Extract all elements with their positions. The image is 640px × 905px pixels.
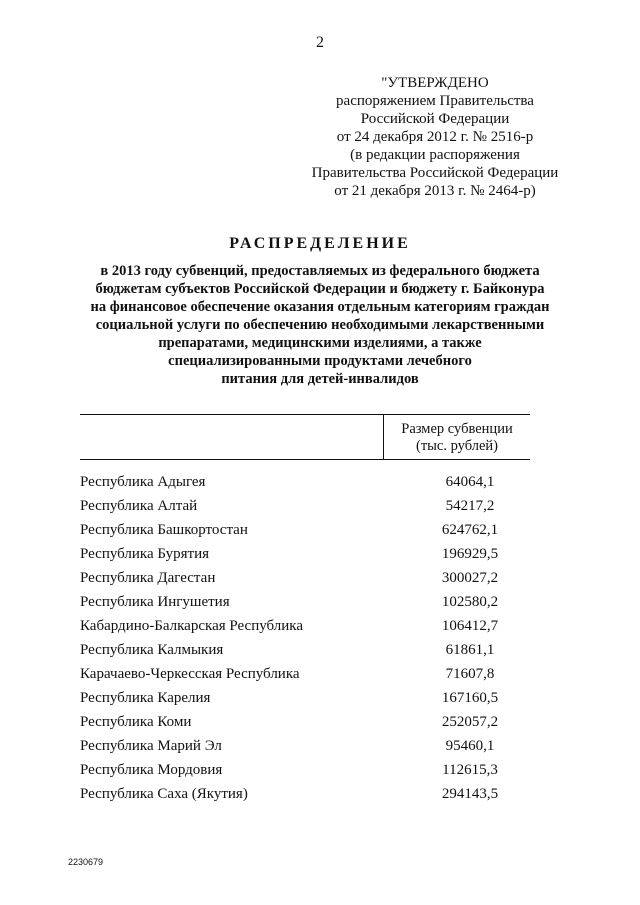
subtitle-line: специализированными продуктами лечебного: [168, 353, 472, 369]
subvention-value: 71607,8: [445, 665, 495, 682]
table-row: [80, 470, 530, 494]
subvention-value: 95460,1: [445, 737, 495, 754]
subvention-value: 54217,2: [445, 497, 495, 514]
subtitle-line: социальной услуги по обеспечению необходимыми лекарственными: [95, 317, 545, 333]
subvention-value: 112615,3: [442, 761, 498, 778]
approval-block: [300, 74, 570, 200]
region-name: Республика Саха (Якутия): [80, 785, 248, 802]
region-name: Республика Марий Эл: [80, 737, 222, 754]
table-row: [80, 662, 530, 686]
column-header-line: Размер субвенции: [401, 421, 513, 437]
subvention-value: 61861,1: [445, 641, 495, 658]
table-top-rule: [80, 414, 530, 415]
region-name: Республика Башкортостан: [80, 521, 248, 538]
approval-line: распоряжением Правительства: [336, 93, 534, 109]
subvention-value: 106412,7: [441, 617, 499, 634]
subvention-value: 196929,5: [441, 545, 499, 562]
region-name: Республика Алтай: [80, 497, 198, 514]
approval-line: "УТВЕРЖДЕНО: [381, 75, 489, 91]
table-row: [80, 758, 530, 782]
column-header-line: (тыс. рублей): [416, 438, 498, 454]
subvention-value: 294143,5: [441, 785, 499, 802]
subvention-value: 102580,2: [441, 593, 499, 610]
region-name: Республика Бурятия: [80, 545, 210, 562]
region-name: Республика Карелия: [80, 689, 211, 706]
subvention-value: 64064,1: [445, 473, 495, 490]
region-name: Кабардино-Балкарская Республика: [80, 617, 304, 634]
table-row: [80, 566, 530, 590]
subtitle-line: препаратами, медицинскими изделиями, а также: [158, 335, 482, 351]
subtitle-line: на финансовое обеспечение оказания отдельным категориям граждан: [90, 299, 550, 315]
document-code: 2230679: [68, 857, 104, 867]
subvention-value: 252057,2: [441, 713, 499, 730]
table-row: [80, 782, 530, 806]
table-body: [80, 470, 530, 806]
table-column-header: [384, 421, 530, 455]
table-row: [80, 638, 530, 662]
table-row: [80, 518, 530, 542]
table-row: [80, 614, 530, 638]
document-subtitle: [60, 262, 580, 388]
approval-line: от 21 декабря 2013 г. № 2464-р): [334, 183, 536, 199]
approval-line: (в редакции распоряжения: [350, 147, 520, 163]
table-row: [80, 734, 530, 758]
approval-line: Российской Федерации: [360, 111, 510, 127]
table-row: [80, 686, 530, 710]
region-name: Республика Адыгея: [80, 473, 206, 490]
document-title: РАСПРЕДЕЛЕНИЕ: [229, 235, 411, 252]
region-name: Карачаево-Черкесская Республика: [80, 665, 300, 682]
region-name: Республика Ингушетия: [80, 593, 230, 610]
region-name: Республика Дагестан: [80, 569, 216, 586]
table-header-rule: [80, 459, 530, 460]
subtitle-line: в 2013 году субвенций, предоставляемых из федерального бюджета: [100, 263, 540, 279]
table-row: [80, 542, 530, 566]
approval-line: от 24 декабря 2012 г. № 2516-р: [336, 129, 534, 145]
table-row: [80, 710, 530, 734]
subtitle-line: бюджетам субъектов Российской Федерации и бюджету г. Байконура: [95, 281, 545, 297]
table-row: [80, 590, 530, 614]
subvention-value: 300027,2: [441, 569, 499, 586]
page-number: 2: [316, 34, 324, 51]
subtitle-line: питания для детей-инвалидов: [221, 371, 419, 387]
table-row: [80, 494, 530, 518]
subvention-value: 624762,1: [441, 521, 499, 538]
region-name: Республика Коми: [80, 713, 192, 730]
region-name: Республика Калмыкия: [80, 641, 224, 658]
region-name: Республика Мордовия: [80, 761, 223, 778]
subvention-value: 167160,5: [441, 689, 499, 706]
approval-line: Правительства Российской Федерации: [311, 165, 559, 181]
